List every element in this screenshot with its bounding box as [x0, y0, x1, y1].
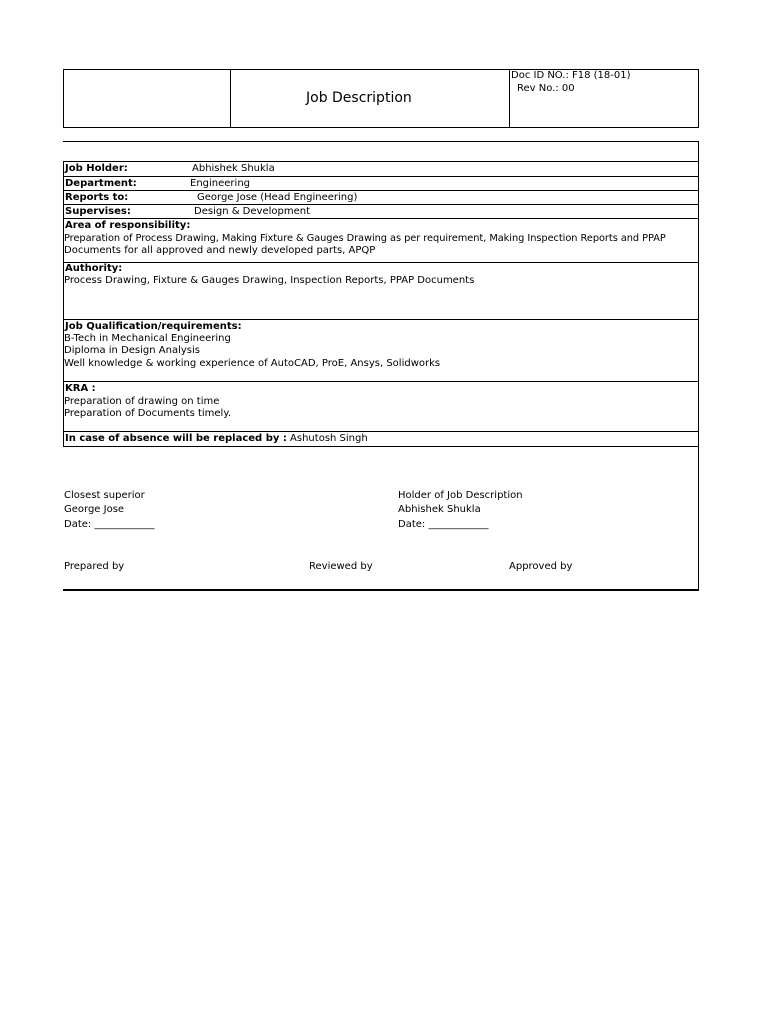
qualification-line: Diploma in Design Analysis: [64, 345, 200, 356]
supervises-label: Supervises:: [65, 206, 131, 217]
holder-date: Date: ____________: [398, 519, 489, 530]
qualification-label: Job Qualification/requirements:: [65, 321, 242, 332]
superior-date: Date: ____________: [64, 519, 155, 530]
department-value: Engineering: [190, 178, 250, 189]
rule: [63, 190, 699, 191]
rule: [63, 381, 699, 382]
absence-row: [65, 433, 368, 445]
absence-label: In case of absence will be replaced by :: [65, 433, 287, 444]
reports-to-label: Reports to:: [65, 192, 129, 203]
rule: [63, 262, 699, 263]
approved-by: Approved by: [509, 561, 573, 572]
header-divider-right: [509, 69, 510, 128]
kra-label: KRA :: [65, 383, 96, 394]
superior-name: George Jose: [64, 504, 125, 515]
authority-label: Authority:: [65, 263, 123, 274]
rule: [63, 218, 699, 219]
authority-line: Process Drawing, Fixture & Gauges Drawing, Inspection Reports, PPAP Documents: [64, 275, 475, 286]
reports-to-value: George Jose (Head Engineering): [197, 192, 358, 203]
job-holder-value: Abhishek Shukla: [192, 163, 275, 174]
rule: [63, 431, 699, 432]
header-divider-left: [230, 69, 231, 128]
prepared-by: Prepared by: [64, 561, 125, 572]
doc-id: Doc ID NO.: F18 (18-01): [511, 70, 631, 81]
holder-title: Holder of Job Description: [398, 490, 523, 501]
responsibility-label: Area of responsibility:: [65, 220, 191, 231]
supervises-value: Design & Development: [194, 206, 311, 217]
rule: [63, 446, 699, 447]
reviewed-by: Reviewed by: [309, 561, 373, 572]
holder-name: Abhishek Shukla: [398, 504, 481, 515]
responsibility-line: Preparation of Process Drawing, Making Fixture & Gauges Drawing as per requirement, Making Inspection Reports and PPAP: [64, 233, 666, 244]
qualification-line: Well knowledge & working experience of AutoCAD, ProE, Ansys, Solidworks: [64, 358, 441, 369]
rule: [63, 319, 699, 320]
rule: [63, 176, 699, 177]
absence-value: Ashutosh Singh: [290, 433, 368, 444]
responsibility-line: Documents for all approved and newly developed parts, APQP: [64, 245, 376, 256]
superior-title: Closest superior: [64, 490, 145, 501]
page-title: Job Description: [306, 90, 412, 106]
rule: [63, 204, 699, 205]
job-holder-label: Job Holder:: [65, 163, 128, 174]
kra-line: Preparation of Documents timely.: [64, 408, 232, 419]
department-label: Department:: [65, 178, 137, 189]
rule: [63, 161, 699, 162]
rev-no: Rev No.: 00: [517, 83, 575, 94]
kra-line: Preparation of drawing on time: [64, 396, 220, 407]
qualification-line: B-Tech in Mechanical Engineering: [64, 333, 231, 344]
